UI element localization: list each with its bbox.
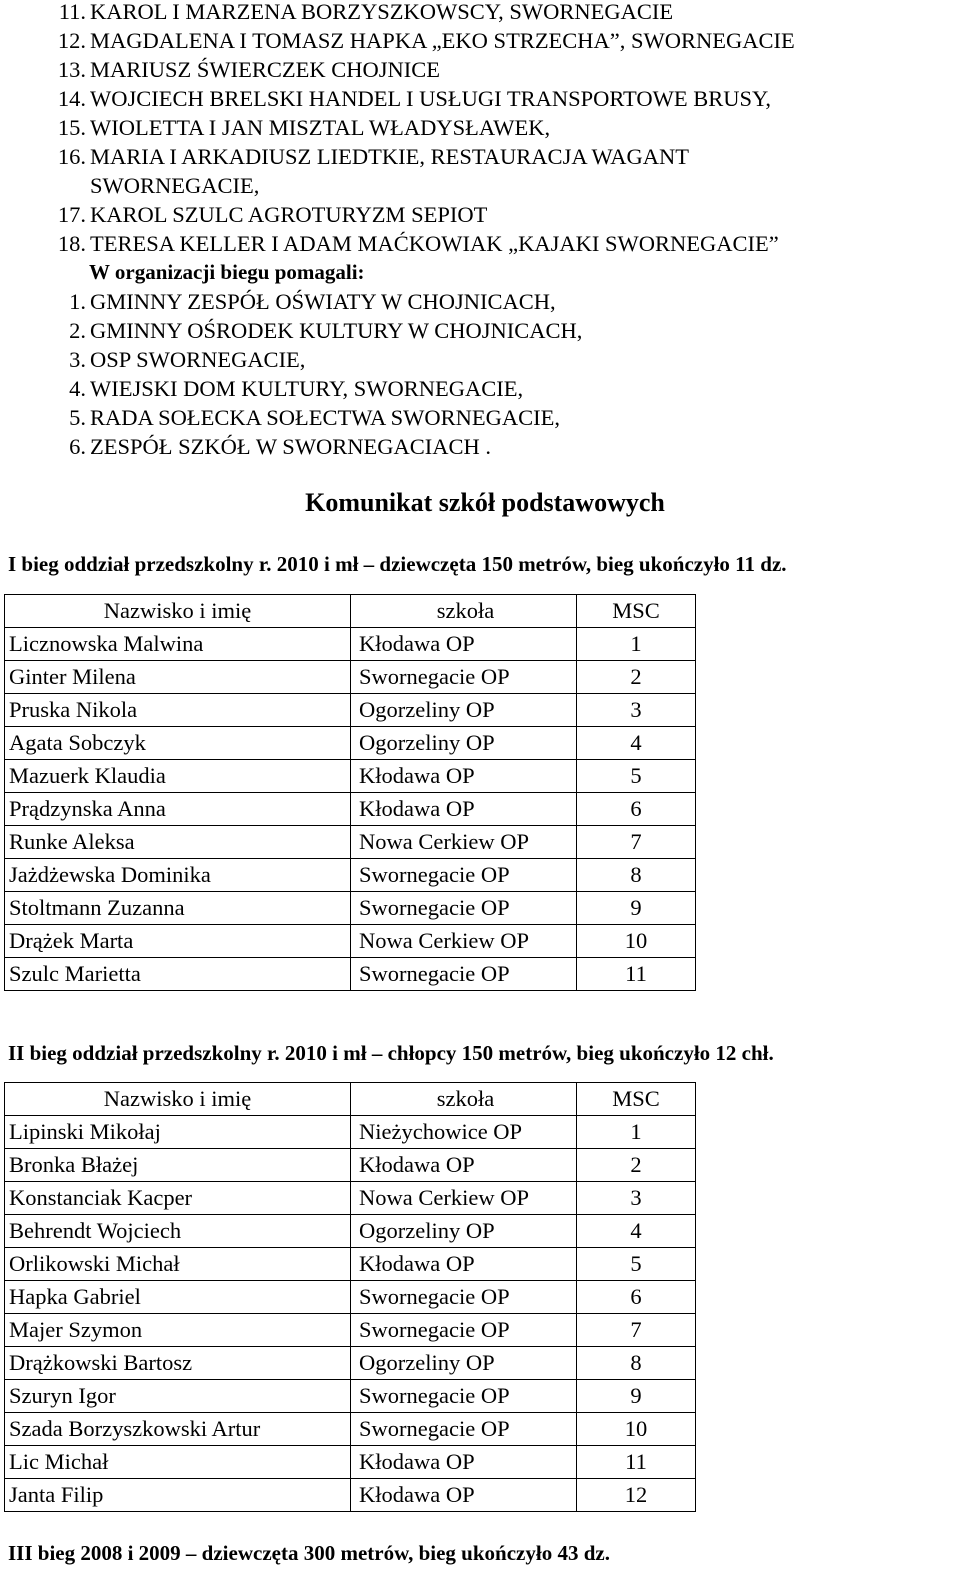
table-row <box>5 1215 696 1248</box>
cell-school: Kłodawa OP <box>351 793 577 826</box>
sponsor-name: WOJCIECH BRELSKI HANDEL I USŁUGI TRANSPORTOWE BRUSY, <box>90 86 771 111</box>
cell-school: Swornegacie OP <box>351 1281 577 1314</box>
cell-name: Mazuerk Klaudia <box>5 760 351 793</box>
cell-name: Lic Michał <box>5 1446 351 1479</box>
cell-school: Swornegacie OP <box>351 1314 577 1347</box>
results-table-body <box>5 595 696 991</box>
table-row <box>5 727 696 760</box>
cell-school: Kłodawa OP <box>351 1248 577 1281</box>
column-header-name: Nazwisko i imię <box>5 1083 351 1116</box>
cell-name: Lipinski Mikołaj <box>5 1116 351 1149</box>
table-row <box>5 1380 696 1413</box>
race-title: I bieg oddział przedszkolny r. 2010 i mł – dziewczęta 150 metrów, bieg ukończyło 11 dz. <box>8 552 787 576</box>
table-row <box>5 826 696 859</box>
table-row <box>5 1314 696 1347</box>
cell-school: Swornegacie OP <box>351 1380 577 1413</box>
cell-name: Bronka Błażej <box>5 1149 351 1182</box>
table-row <box>5 1149 696 1182</box>
cell-name: Orlikowski Michał <box>5 1248 351 1281</box>
cell-school: Kłodawa OP <box>351 628 577 661</box>
results-table-race-1 <box>4 594 696 991</box>
cell-school: Ogorzeliny OP <box>351 1215 577 1248</box>
cell-name: Hapka Gabriel <box>5 1281 351 1314</box>
table-row <box>5 925 696 958</box>
cell-place: 3 <box>577 694 696 727</box>
table-row <box>5 760 696 793</box>
cell-place: 8 <box>577 1347 696 1380</box>
cell-name: Szulc Marietta <box>5 958 351 991</box>
cell-school: Nowa Cerkiew OP <box>351 826 577 859</box>
sponsor-name: MAGDALENA I TOMASZ HAPKA „EKO STRZECHA”, SWORNEGACIE <box>90 28 795 53</box>
cell-school: Nowa Cerkiew OP <box>351 1182 577 1215</box>
cell-name: Licznowska Malwina <box>5 628 351 661</box>
cell-name: Stoltmann Zuzanna <box>5 892 351 925</box>
cell-name: Szuryn Igor <box>5 1380 351 1413</box>
cell-place: 9 <box>577 1380 696 1413</box>
cell-place: 8 <box>577 859 696 892</box>
cell-name: Jażdżewska Dominika <box>5 859 351 892</box>
section-title: Komunikat szkół podstawowych <box>305 488 665 517</box>
cell-place: 6 <box>577 1281 696 1314</box>
cell-place: 5 <box>577 760 696 793</box>
table-row <box>5 1479 696 1512</box>
cell-school: Kłodawa OP <box>351 1446 577 1479</box>
cell-place: 2 <box>577 661 696 694</box>
cell-place: 2 <box>577 1149 696 1182</box>
cell-school: Nieżychowice OP <box>351 1116 577 1149</box>
table-row <box>5 694 696 727</box>
sponsor-name: KAROL SZULC AGROTURYZM SEPIOT <box>90 202 488 227</box>
table-row <box>5 1182 696 1215</box>
helper-name: OSP SWORNEGACIE, <box>90 347 306 372</box>
table-row <box>5 958 696 991</box>
cell-school: Swornegacie OP <box>351 1413 577 1446</box>
race-title: III bieg 2008 i 2009 – dziewczęta 300 metrów, bieg ukończyło 43 dz. <box>8 1541 610 1565</box>
helper-name: GMINNY ZESPÓŁ OŚWIATY W CHOJNICACH, <box>90 289 556 314</box>
cell-place: 7 <box>577 1314 696 1347</box>
table-row <box>5 1347 696 1380</box>
cell-place: 4 <box>577 727 696 760</box>
column-header-place: MSC <box>577 1083 696 1116</box>
cell-name: Ginter Milena <box>5 661 351 694</box>
table-row <box>5 1248 696 1281</box>
sponsor-name: KAROL I MARZENA BORZYSZKOWSCY, SWORNEGACIE <box>90 0 674 24</box>
table-row <box>5 661 696 694</box>
table-header-row <box>5 1083 696 1116</box>
results-table-race-2 <box>4 1082 696 1512</box>
cell-place: 10 <box>577 925 696 958</box>
column-header-place: MSC <box>577 595 696 628</box>
cell-name: Majer Szymon <box>5 1314 351 1347</box>
cell-place: 3 <box>577 1182 696 1215</box>
cell-school: Ogorzeliny OP <box>351 1347 577 1380</box>
helper-name: RADA SOŁECKA SOŁECTWA SWORNEGACIE, <box>90 405 561 430</box>
helpers-heading: W organizacji biegu pomagali: <box>89 260 365 284</box>
table-row <box>5 793 696 826</box>
cell-place: 1 <box>577 1116 696 1149</box>
sponsor-name: SWORNEGACIE, <box>90 173 260 198</box>
cell-name: Pruska Nikola <box>5 694 351 727</box>
table-header-row <box>5 595 696 628</box>
cell-school: Ogorzeliny OP <box>351 727 577 760</box>
cell-place: 1 <box>577 628 696 661</box>
cell-name: Drążkowski Bartosz <box>5 1347 351 1380</box>
table-row <box>5 859 696 892</box>
cell-place: 11 <box>577 1446 696 1479</box>
cell-school: Kłodawa OP <box>351 1149 577 1182</box>
table-row <box>5 1281 696 1314</box>
sponsor-name: MARIUSZ ŚWIERCZEK CHOJNICE <box>90 57 441 82</box>
cell-place: 5 <box>577 1248 696 1281</box>
cell-name: Konstanciak Kacper <box>5 1182 351 1215</box>
cell-school: Swornegacie OP <box>351 859 577 892</box>
sponsor-name: TERESA KELLER I ADAM MAĆKOWIAK „KAJAKI SWORNEGACIE” <box>90 231 779 256</box>
cell-name: Runke Aleksa <box>5 826 351 859</box>
helper-name: WIEJSKI DOM KULTURY, SWORNEGACIE, <box>90 376 524 401</box>
table-row <box>5 1446 696 1479</box>
cell-school: Swornegacie OP <box>351 958 577 991</box>
cell-school: Kłodawa OP <box>351 760 577 793</box>
cell-name: Szada Borzyszkowski Artur <box>5 1413 351 1446</box>
table-row <box>5 1413 696 1446</box>
race-title: II bieg oddział przedszkolny r. 2010 i mł – chłopcy 150 metrów, bieg ukończyło 12 chł. <box>8 1041 774 1065</box>
cell-name: Agata Sobczyk <box>5 727 351 760</box>
cell-place: 12 <box>577 1479 696 1512</box>
cell-school: Ogorzeliny OP <box>351 694 577 727</box>
cell-place: 11 <box>577 958 696 991</box>
cell-school: Swornegacie OP <box>351 892 577 925</box>
cell-place: 7 <box>577 826 696 859</box>
table-row <box>5 628 696 661</box>
cell-name: Behrendt Wojciech <box>5 1215 351 1248</box>
table-row <box>5 892 696 925</box>
table-row <box>5 1116 696 1149</box>
cell-place: 4 <box>577 1215 696 1248</box>
column-header-school: szkoła <box>351 595 577 628</box>
cell-place: 10 <box>577 1413 696 1446</box>
helper-name: ZESPÓŁ SZKÓŁ W SWORNEGACIACH . <box>90 434 492 459</box>
cell-school: Nowa Cerkiew OP <box>351 925 577 958</box>
helper-name: GMINNY OŚRODEK KULTURY W CHOJNICACH, <box>90 318 583 343</box>
cell-name: Drążek Marta <box>5 925 351 958</box>
cell-name: Prądzynska Anna <box>5 793 351 826</box>
sponsor-name: WIOLETTA I JAN MISZTAL WŁADYSŁAWEK, <box>90 115 551 140</box>
cell-place: 9 <box>577 892 696 925</box>
sponsor-name: MARIA I ARKADIUSZ LIEDTKIE, RESTAURACJA WAGANT <box>90 144 690 169</box>
cell-name: Janta Filip <box>5 1479 351 1512</box>
column-header-name: Nazwisko i imię <box>5 595 351 628</box>
cell-place: 6 <box>577 793 696 826</box>
cell-school: Swornegacie OP <box>351 661 577 694</box>
results-table-body <box>5 1083 696 1512</box>
cell-school: Kłodawa OP <box>351 1479 577 1512</box>
column-header-school: szkoła <box>351 1083 577 1116</box>
